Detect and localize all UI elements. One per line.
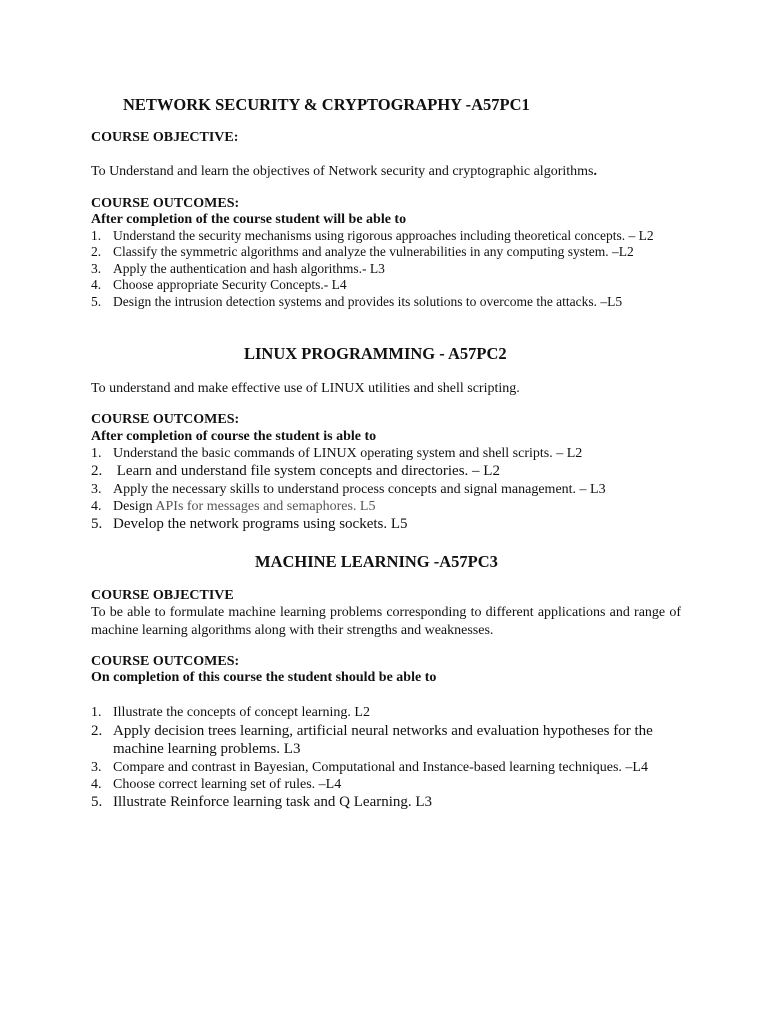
- ns-outcomes-intro: After completion of the course student will be able to: [91, 212, 407, 227]
- list-item: 1. Understand the basic commands of LINUX operating system and shell scripts. – L2: [91, 446, 583, 461]
- lp-objective-text: To understand and make effective use of LINUX utilities and shell scripting.: [91, 381, 520, 396]
- ml-outcomes-intro: On completion of this course the student should be able to: [91, 670, 437, 685]
- list-item: 4. Choose appropriate Security Concepts.- L4: [91, 277, 347, 293]
- list-item: 2. Learn and understand file system concepts and directories. – L2: [91, 463, 500, 479]
- ns-objective-body: To Understand and learn the objectives of Network security and cryptographic algorithms: [91, 164, 594, 179]
- ml-title: MACHINE LEARNING -A57PC3: [255, 552, 498, 571]
- ns-objective-text: [91, 163, 597, 181]
- ns-objective-end: .: [593, 164, 597, 179]
- lp-outcomes-intro: After completion of course the student is able to: [91, 429, 377, 444]
- ml-outcomes-label: COURSE OUTCOMES:: [91, 654, 240, 669]
- list-item: 1. Understand the security mechanisms using rigorous approaches including theoretical concepts. – L2: [91, 228, 654, 243]
- list-item: 3. Apply the necessary skills to understand process concepts and signal management. – L3: [91, 482, 606, 497]
- list-item: 2. Apply decision trees learning, artificial neural networks and evaluation hypotheses for the machine learning problems. L3: [91, 723, 653, 757]
- ml-objective-text: To be able to formulate machine learning problems corresponding to different applications and range of machine learning algorithms along with their strengths and weaknesses.: [91, 605, 681, 638]
- list-item: 3. Compare and contrast in Bayesian, Computational and Instance-based learning techniques. –L4: [91, 760, 648, 775]
- ml-objective-label: COURSE OBJECTIVE: [91, 588, 234, 603]
- list-item: 4. Design APIs for messages and semaphores. L5: [91, 499, 376, 514]
- ns-title: NETWORK SECURITY & CRYPTOGRAPHY -A57PC1: [123, 95, 530, 114]
- ns-outcomes-label: COURSE OUTCOMES:: [91, 196, 240, 211]
- lp-outcomes-label: COURSE OUTCOMES:: [91, 412, 240, 427]
- ns-objective-label: COURSE OBJECTIVE:: [91, 130, 239, 145]
- lp-outcomes-list: [91, 445, 606, 534]
- list-item: 5. Design the intrusion detection systems and provides its solutions to overcome the attacks. –L5: [91, 293, 623, 309]
- list-item: 5. Develop the network programs using sockets. L5: [91, 516, 408, 532]
- list-item: 3. Apply the authentication and hash algorithms.- L3: [91, 260, 385, 276]
- lp-title: LINUX PROGRAMMING - A57PC2: [244, 344, 507, 363]
- ml-outcomes-list: [91, 704, 661, 812]
- ns-outcomes-list: [91, 228, 654, 310]
- list-item: 4. Choose correct learning set of rules. –L4: [91, 777, 342, 792]
- list-item: 2. Classify the symmetric algorithms and analyze the vulnerabilities in any computing system. –L2: [91, 244, 634, 260]
- list-item: 5. Illustrate Reinforce learning task and Q Learning. L3: [91, 794, 433, 810]
- list-item: 1. Illustrate the concepts of concept learning. L2: [91, 705, 370, 720]
